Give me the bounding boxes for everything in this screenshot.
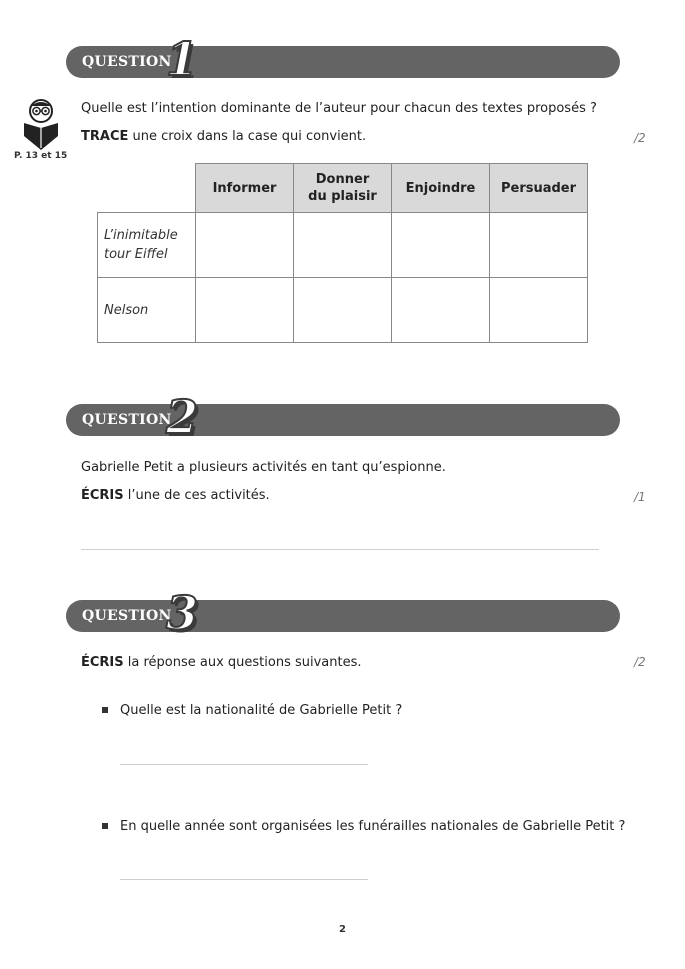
row-label-tour-eiffel <box>98 213 196 278</box>
question-3-label: QUESTION <box>82 608 172 624</box>
answer-cell[interactable] <box>196 278 294 343</box>
question-2-score: /1 <box>634 490 646 504</box>
page-number: 2 <box>339 924 346 935</box>
table-header-row <box>98 164 588 213</box>
answer-line[interactable] <box>120 879 368 880</box>
instruction-text: la réponse aux questions suivantes. <box>123 655 362 670</box>
question-2-instruction <box>81 488 270 503</box>
answer-cell[interactable] <box>490 213 588 278</box>
row-label-text: Nelson <box>104 302 149 318</box>
question-3-item-2: En quelle année sont organisées les funérailles nationales de Gabrielle Petit ? <box>120 819 626 834</box>
header-text: Informer <box>212 180 277 196</box>
header-text: du plaisir <box>308 189 377 204</box>
question-3-item-1: Quelle est la nationalité de Gabrielle Petit ? <box>120 703 403 718</box>
header-text: Donner <box>315 172 370 187</box>
answer-cell[interactable] <box>196 213 294 278</box>
bullet-icon <box>102 707 108 713</box>
table-corner <box>98 164 196 213</box>
header-informer <box>196 164 294 213</box>
question-3-number: 3 <box>166 586 199 640</box>
table-row <box>98 213 588 278</box>
answer-cell[interactable] <box>392 278 490 343</box>
header-enjoindre <box>392 164 490 213</box>
question-1-score: /2 <box>634 131 646 145</box>
question-2-prompt: Gabrielle Petit a plusieurs activités en tant qu’espionne. <box>81 460 446 475</box>
header-donner-du-plaisir <box>294 164 392 213</box>
intention-table <box>97 163 588 343</box>
question-1-number: 1 <box>166 32 199 86</box>
answer-cell[interactable] <box>490 278 588 343</box>
question-2-banner <box>66 390 620 444</box>
question-1-label: QUESTION <box>82 54 172 70</box>
question-3-score: /2 <box>634 655 646 669</box>
bullet-icon <box>102 823 108 829</box>
instruction-verb: ÉCRIS <box>81 488 124 503</box>
row-label-nelson <box>98 278 196 343</box>
question-2-number: 2 <box>166 390 199 444</box>
question-3-instruction <box>81 655 362 670</box>
answer-cell[interactable] <box>294 213 392 278</box>
instruction-text: une croix dans la case qui convient. <box>128 129 367 144</box>
instruction-verb: TRACE <box>81 129 129 144</box>
question-1-prompt: Quelle est l’intention dominante de l’auteur pour chacun des textes proposés ? <box>81 101 597 116</box>
question-1-instruction <box>81 129 366 144</box>
question-3-banner <box>66 586 620 640</box>
table-row <box>98 278 588 343</box>
answer-line[interactable] <box>81 549 599 550</box>
page-reference: P. 13 et 15 <box>14 151 68 161</box>
row-label-text: L’inimitable <box>104 228 178 243</box>
instruction-verb: ÉCRIS <box>81 655 124 670</box>
answer-line[interactable] <box>120 764 368 765</box>
header-text: Enjoindre <box>405 180 476 196</box>
row-label-text: tour Eiffel <box>104 247 168 262</box>
answer-cell[interactable] <box>392 213 490 278</box>
header-text: Persuader <box>500 180 577 196</box>
instruction-text: l’une de ces activités. <box>123 488 270 503</box>
question-2-label: QUESTION <box>82 412 172 428</box>
answer-cell[interactable] <box>294 278 392 343</box>
header-persuader <box>490 164 588 213</box>
question-1-banner <box>66 32 620 86</box>
